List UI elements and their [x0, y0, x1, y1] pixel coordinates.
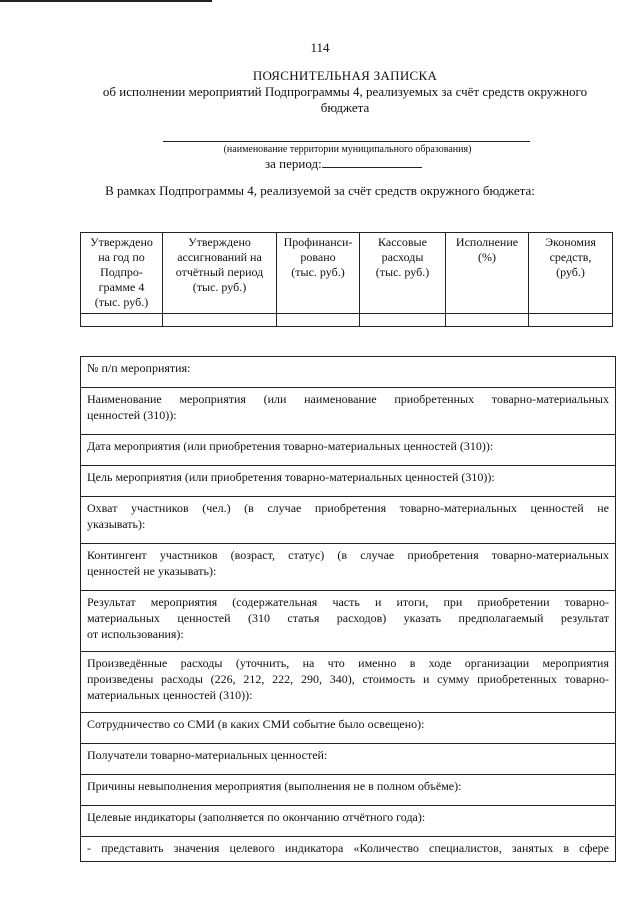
finance-table-empty-row: [81, 314, 613, 327]
territory-caption: (наименование территории муниципального образования): [223, 144, 472, 155]
finance-col-approved-year: Утверждено на год по Подпро- грамме 4 (тыс. руб.): [81, 233, 163, 314]
table-cell[interactable]: [163, 314, 277, 327]
table-cell[interactable]: [277, 314, 360, 327]
finance-table: [80, 232, 613, 327]
period-label: за период:: [265, 156, 322, 171]
table-cell[interactable]: [446, 314, 529, 327]
finance-col-approved-period: Утверждено ассигнований на отчётный период (тыс. руб.): [163, 233, 277, 314]
form-row-activity-date[interactable]: Дата мероприятия (или приобретения товарно-материальных ценностей (310)):: [81, 435, 616, 466]
document-subtitle-line1: об исполнении мероприятий Подпрограммы 4, реализуемых за счёт средств окружного: [102, 84, 588, 99]
form-row-activity-name[interactable]: Наименование мероприятия (или наименование приобретенных товарно-материальных ценностей (310)):: [81, 388, 616, 435]
finance-col-execution: Исполнение (%): [446, 233, 529, 314]
finance-col-cash-expenses: Кассовые расходы (тыс. руб.): [360, 233, 446, 314]
top-rule: [0, 0, 212, 2]
intro-text: В рамках Подпрограммы 4, реализуемой за счёт средств окружного бюджета:: [105, 183, 535, 198]
form-row-participants-contingent[interactable]: Контингент участников (возраст, статус) (в случае приобретения товарно-материальных ценностей не указывать):: [81, 544, 616, 591]
territory-blank-line: [163, 141, 530, 142]
finance-col-funded: Профинанси- ровано (тыс. руб.): [277, 233, 360, 314]
document-title: ПОЯСНИТЕЛЬНАЯ ЗАПИСКА: [252, 68, 438, 83]
form-row-target-indicators[interactable]: Целевые индикаторы (заполняется по окончанию отчётного года):: [81, 806, 616, 837]
period-blank: [322, 156, 422, 168]
form-row-recipients[interactable]: Получатели товарно-материальных ценностей:: [81, 744, 616, 775]
table-cell[interactable]: [529, 314, 613, 327]
activity-form-table: [80, 356, 616, 862]
form-row-indicator-value[interactable]: - представить значения целевого индикатора «Количество специалистов, занятых в сфере: [81, 837, 616, 862]
form-row-number[interactable]: № п/п мероприятия:: [81, 357, 616, 388]
document-subtitle-line2: бюджета: [320, 100, 370, 115]
document-heading: [100, 68, 590, 116]
form-row-activity-result[interactable]: Результат мероприятия (содержательная часть и итоги, при приобретении товарно- материальных ценностей (310 статья расходов) указать предполагаемый результат от использования):: [81, 591, 616, 652]
finance-table-header: [81, 233, 613, 314]
table-cell[interactable]: [360, 314, 446, 327]
form-row-nonfulfillment-reasons[interactable]: Причины невыполнения мероприятия (выполнения не в полном объёме):: [81, 775, 616, 806]
form-row-media-cooperation[interactable]: Сотрудничество со СМИ (в каких СМИ событие было освещено):: [81, 713, 616, 744]
finance-col-savings: Экономия средств, (руб.): [529, 233, 613, 314]
table-cell[interactable]: [81, 314, 163, 327]
form-row-activity-goal[interactable]: Цель мероприятия (или приобретения товарно-материальных ценностей (310)):: [81, 466, 616, 497]
period-field: [265, 156, 422, 172]
form-row-participants-count[interactable]: Охват участников (чел.) (в случае приобретения товарно-материальных ценностей не указывать):: [81, 497, 616, 544]
form-row-expenses[interactable]: Произведённые расходы (уточнить, на что именно в ходе организации мероприятия произведены расходы (226, 212, 222, 290, 340), стоимость и сумму приобретенных товарно- материальных ценностей (310)):: [81, 652, 616, 713]
page-number: 114: [310, 40, 330, 55]
